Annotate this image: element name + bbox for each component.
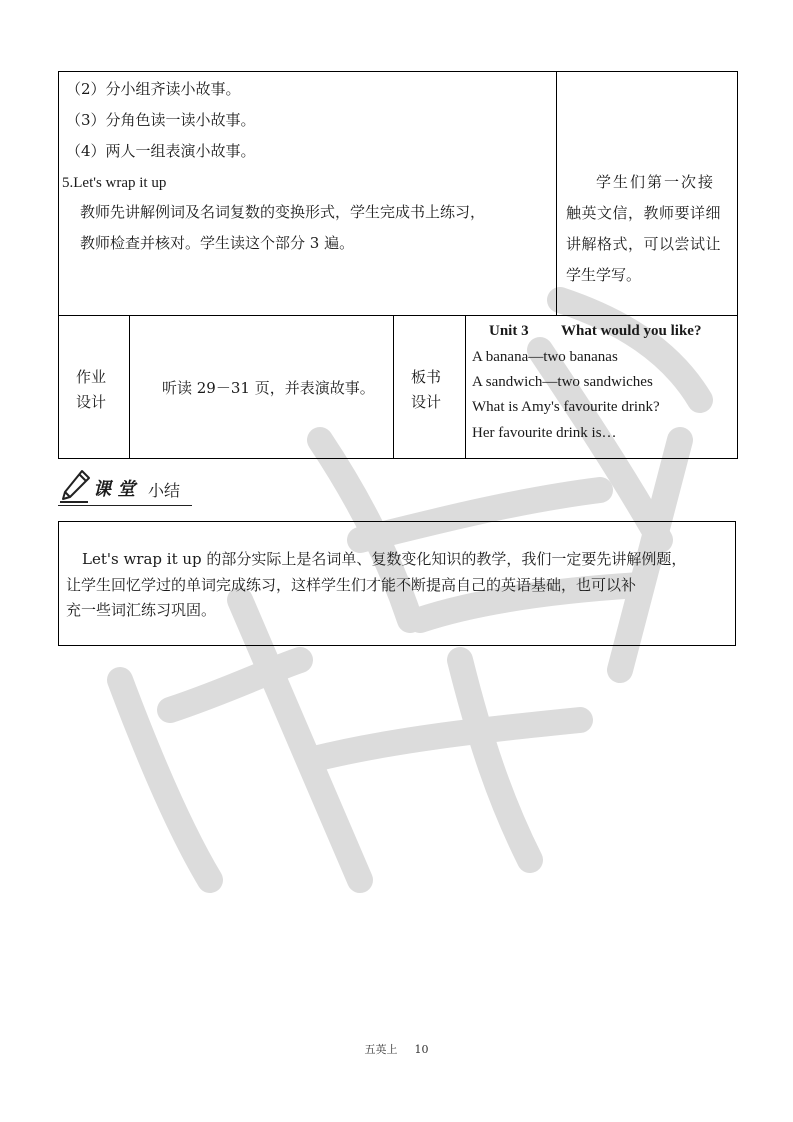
wrap-text-line: 教师检查并核对。学生读这个部分 3 遍。: [80, 234, 355, 252]
board-line: What is Amy's favourite drink?: [472, 399, 660, 415]
summary-line: 充一些词汇练习巩固。: [66, 601, 217, 619]
step-item: （3）分角色读一读小故事。: [66, 111, 256, 129]
board-title-question: What would you like?: [561, 323, 702, 339]
footer-label: 五英上: [364, 1043, 398, 1056]
board-label: 设计: [411, 393, 442, 411]
homework-label: 作业: [76, 368, 107, 386]
board-line: A banana—two bananas: [472, 349, 618, 365]
wrap-text-line: 教师先讲解例词及名词复数的变换形式，学生完成书上练习，: [80, 203, 486, 221]
homework-label: 设计: [76, 393, 107, 411]
page-footer: [0, 1041, 793, 1057]
table-divider: [58, 315, 738, 316]
teacher-note-line: 触英文信，教师要详细: [566, 204, 722, 222]
summary-heading-rest: 小结: [148, 481, 181, 500]
summary-line: 让学生回忆学过的单词完成练习，这样学生们才能不断提高自己的英语基础，也可以补: [66, 576, 637, 594]
summary-heading-bold: 课 堂: [93, 479, 136, 500]
table-divider: [556, 71, 557, 316]
pencil-icon: [58, 468, 92, 504]
table-divider: [129, 315, 130, 459]
summary-line: Let's wrap it up 的部分实际上是名词单、复数变化知识的教学，我们一定要先讲解例题，: [82, 550, 687, 568]
table-divider: [393, 315, 394, 459]
teacher-note-line: 学生学写。: [566, 266, 642, 284]
table-divider: [465, 315, 466, 459]
board-label: 板书: [411, 368, 442, 386]
page-number: 10: [414, 1043, 429, 1056]
wrap-heading: 5.Let's wrap it up: [62, 175, 167, 191]
teacher-note-line: 学生们第一次接: [596, 173, 716, 191]
step-item: （4）两人一组表演小故事。: [66, 142, 256, 160]
step-item: （2）分小组齐读小故事。: [66, 80, 241, 98]
homework-content: 听读 29－31 页，并表演故事。: [162, 379, 375, 397]
board-line: A sandwich—two sandwiches: [472, 374, 653, 390]
teacher-note-line: 讲解格式，可以尝试让: [566, 235, 722, 253]
heading-underline: [58, 505, 192, 506]
board-title-unit: Unit 3: [489, 323, 529, 339]
board-line: Her favourite drink is…: [472, 425, 617, 441]
